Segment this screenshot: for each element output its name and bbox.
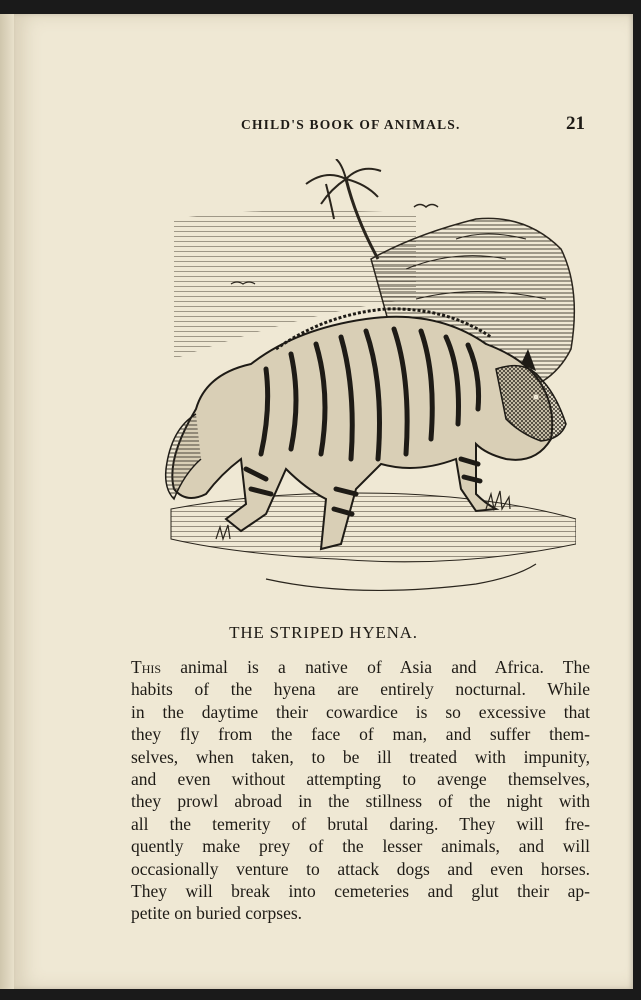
paragraph-line: they fly from the face of man, and suffer them- [131,724,590,745]
illustration-caption: THE STRIPED HYENA. [229,623,418,642]
running-head: CHILD'S BOOK OF ANIMALS. [241,117,461,132]
striped-hyena-engraving-icon [156,159,576,604]
paragraph-line: quently make prey of the lesser animals, and will [131,836,590,857]
lead-word: This [131,657,162,677]
paragraph-line: This animal is a native of Asia and Africa. The [131,657,590,677]
paragraph-line: they prowl abroad in the stillness of the night with [131,791,590,812]
body-paragraph [131,656,590,925]
paragraph-line: petite on buried corpses. [131,903,303,924]
facing-page-edge [0,14,14,989]
paragraph-line: occasionally venture to attack dogs and even horses. [131,858,590,879]
book-page [14,14,633,989]
paragraph-line: all the temerity of brutal daring. They will fre- [131,813,590,834]
paragraph-line: and even without attempting to avenge themselves, [131,769,590,790]
paragraph-line: habits of the hyena are entirely nocturnal. While [131,679,590,700]
paragraph-line: They will break into cemeteries and glut their ap- [131,881,590,902]
paragraph-line: selves, when taken, to be ill treated with impunity, [131,746,590,767]
page-number: 21 [566,113,585,134]
paragraph-line: in the daytime their cowardice is so excessive that [131,701,590,722]
